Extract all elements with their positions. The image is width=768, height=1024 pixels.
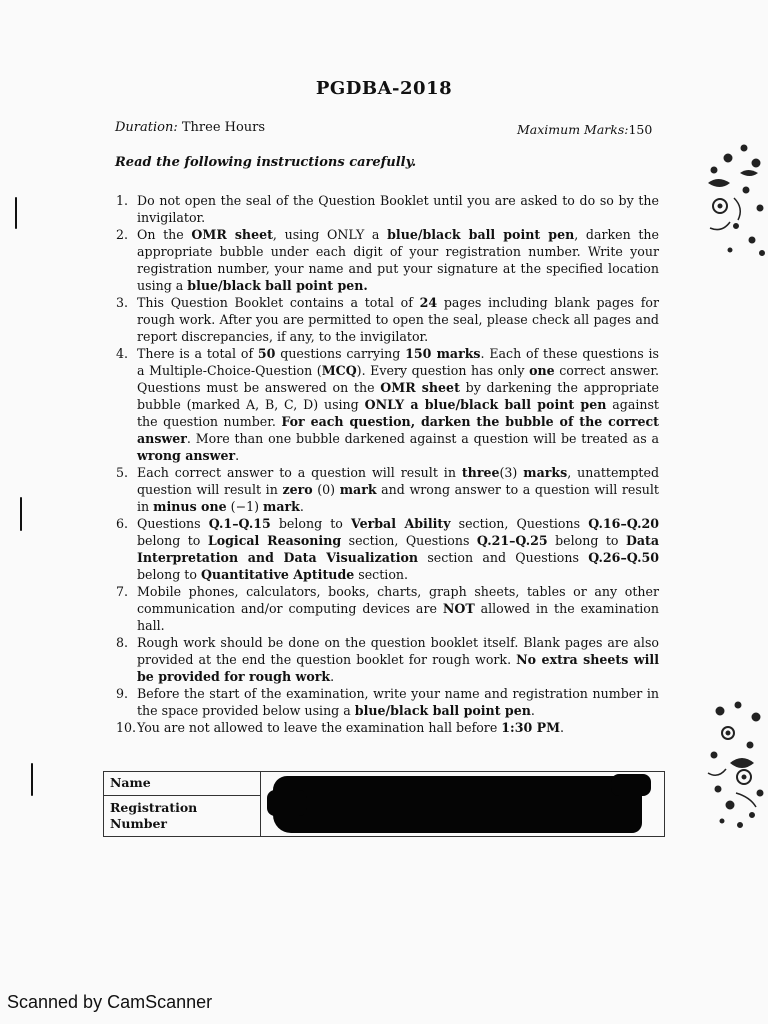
instruction-number: 3. <box>116 295 129 310</box>
maximum-marks-label: Maximum Marks: <box>517 122 629 137</box>
redacted-candidate-details <box>261 772 665 837</box>
instruction-emphasis: NOT <box>442 601 475 616</box>
instruction-text: (0) <box>312 482 340 497</box>
instruction-item <box>116 226 659 294</box>
instruction-text: On the <box>137 227 192 242</box>
instruction-emphasis: For each question, darken the bubble of the correct answer <box>137 414 659 446</box>
instruction-emphasis: OMR sheet <box>191 227 273 242</box>
instruction-text: Before the start of the examination, write your name and registration number in the space provided below using a <box>137 686 659 718</box>
maximum-marks-value: 150 <box>628 122 653 137</box>
instruction-emphasis: Q.1–Q.15 <box>208 516 271 531</box>
instruction-emphasis: 150 marks <box>405 346 481 361</box>
instruction-emphasis: Q.21–Q.25 <box>476 533 548 548</box>
instruction-emphasis: 1:30 PM <box>501 720 561 735</box>
instruction-text: , unattempted question will result in <box>137 465 660 497</box>
instruction-text: belong to <box>137 533 208 548</box>
instruction-text: ). Every question has only <box>356 363 530 378</box>
instruction-emphasis: mark <box>263 499 300 514</box>
maximum-marks <box>517 122 652 137</box>
instruction-text: Each correct answer to a question will result in <box>137 465 462 480</box>
instruction-emphasis: ONLY a blue/black ball point pen <box>364 397 607 412</box>
instruction-emphasis: wrong answer <box>137 448 236 463</box>
instruction-text: (3) <box>499 465 524 480</box>
page-title: PGDBA-2018 <box>315 78 453 99</box>
duration <box>115 120 265 135</box>
instruction-emphasis: Data Interpretation and Data Visualization <box>137 533 660 565</box>
instruction-emphasis: Q.26–Q.50 <box>588 550 659 565</box>
instruction-text: by darkening the appropriate bubble (marked A, B, C, D) using <box>137 380 659 412</box>
instruction-emphasis: Logical Reasoning <box>207 533 342 548</box>
instruction-text: Questions <box>137 516 209 531</box>
instruction-text: belong to <box>137 567 201 582</box>
registration-number-label: Registration Number <box>104 795 261 836</box>
instruction-emphasis: Q.16–Q.20 <box>588 516 659 531</box>
instruction-text: , using ONLY a <box>272 227 388 242</box>
instruction-emphasis: blue/black ball point pen <box>354 703 531 718</box>
instruction-number: 7. <box>116 584 129 599</box>
instruction-text: . <box>235 448 240 463</box>
instruction-emphasis: mark <box>339 482 377 497</box>
margin-mark <box>15 197 17 229</box>
margin-mark <box>20 497 22 531</box>
instruction-emphasis: OMR sheet <box>380 380 460 395</box>
instruction-text: allowed in the examination hall. <box>137 601 659 633</box>
instruction-text: . <box>299 499 304 514</box>
instruction-emphasis: zero <box>282 482 313 497</box>
instruction-item <box>116 685 659 719</box>
instruction-emphasis: one <box>529 363 555 378</box>
name-label: Name <box>104 772 261 796</box>
redaction-mark <box>273 776 642 833</box>
instruction-text: . <box>330 669 335 684</box>
floral-ornament-icon <box>700 693 768 833</box>
instruction-item <box>116 719 659 736</box>
instructions-heading: Read the following instructions carefully. <box>115 155 417 170</box>
scanner-watermark: Scanned by CamScanner <box>7 992 213 1012</box>
instruction-emphasis: Verbal Ability <box>350 516 451 531</box>
instruction-text: Do not open the seal of the Question Booklet until you are asked to do so by the invigilator. <box>137 193 659 225</box>
instruction-number: 10. <box>116 720 137 735</box>
instruction-text: against the question number. <box>137 397 659 429</box>
instruction-item <box>116 634 659 685</box>
instruction-text: . Each of these questions is a Multiple-Choice-Question ( <box>137 346 659 378</box>
instruction-number: 6. <box>116 516 129 531</box>
instruction-text: Rough work should be done on the question booklet itself. Blank pages are also provided at the end the question booklet for rough work. <box>137 635 659 667</box>
instruction-number: 1. <box>116 193 129 208</box>
instruction-emphasis: No extra sheets will be provided for rough work <box>137 652 660 684</box>
instruction-text: You are not allowed to leave the examination hall before <box>137 720 502 735</box>
instruction-text: questions carrying <box>275 346 406 361</box>
instruction-text: There is a total of <box>137 346 258 361</box>
instruction-number: 8. <box>116 635 129 650</box>
instruction-text: correct answer. Questions must be answered on the <box>137 363 659 395</box>
instruction-emphasis: marks <box>523 465 568 480</box>
margin-mark <box>31 763 33 796</box>
instruction-emphasis: blue/black ball point pen <box>387 227 575 242</box>
instruction-number: 4. <box>116 346 129 361</box>
instruction-emphasis: three <box>461 465 500 480</box>
instruction-number: 5. <box>116 465 129 480</box>
instruction-emphasis: blue/black ball point pen. <box>187 278 368 293</box>
instruction-text: . <box>560 720 565 735</box>
instruction-text: belong to <box>270 516 351 531</box>
instruction-item <box>116 294 659 345</box>
duration-value: Three Hours <box>177 120 266 135</box>
instruction-text: pages including blank pages for rough work. After you are permitted to open the seal, please check all pages and report discrepancies, if any, to the invigilator. <box>137 295 659 344</box>
instruction-text: and wrong answer to a question will result in <box>137 482 659 514</box>
instruction-text: , darken the appropriate bubble under each digit of your registration number. Write your registration number, your name and put your signature at the specified location using a <box>137 227 659 293</box>
instruction-item <box>116 192 659 226</box>
floral-ornament-icon <box>700 128 768 263</box>
duration-label: Duration: <box>115 120 178 135</box>
instruction-number: 9. <box>116 686 129 701</box>
instruction-text: section. <box>354 567 409 582</box>
instruction-emphasis: Quantitative Aptitude <box>200 567 355 582</box>
instruction-number: 2. <box>116 227 129 242</box>
candidate-details-table <box>103 771 665 837</box>
instruction-emphasis: minus one <box>153 499 227 514</box>
instruction-text: Mobile phones, calculators, books, charts, graph sheets, tables or any other communication and/or computing devices are <box>137 584 659 616</box>
instruction-text: section, Questions <box>341 533 477 548</box>
instruction-text: . <box>530 703 535 718</box>
instruction-text: (−1) <box>226 499 264 514</box>
instruction-emphasis: MCQ <box>321 363 357 378</box>
instruction-emphasis: 24 <box>419 295 438 310</box>
instruction-text: This Question Booklet contains a total of <box>137 295 420 310</box>
instructions-list <box>116 192 659 736</box>
instruction-text: section and Questions <box>418 550 589 565</box>
instruction-item <box>116 345 659 464</box>
instruction-emphasis: 50 <box>257 346 276 361</box>
instruction-text: belong to <box>547 533 626 548</box>
instruction-text: section, Questions <box>450 516 589 531</box>
instruction-item <box>116 583 659 634</box>
instruction-item <box>116 515 659 583</box>
instruction-item <box>116 464 659 515</box>
instruction-text: . More than one bubble darkened against a question will be treated as a <box>186 431 659 446</box>
name-row <box>104 772 665 796</box>
